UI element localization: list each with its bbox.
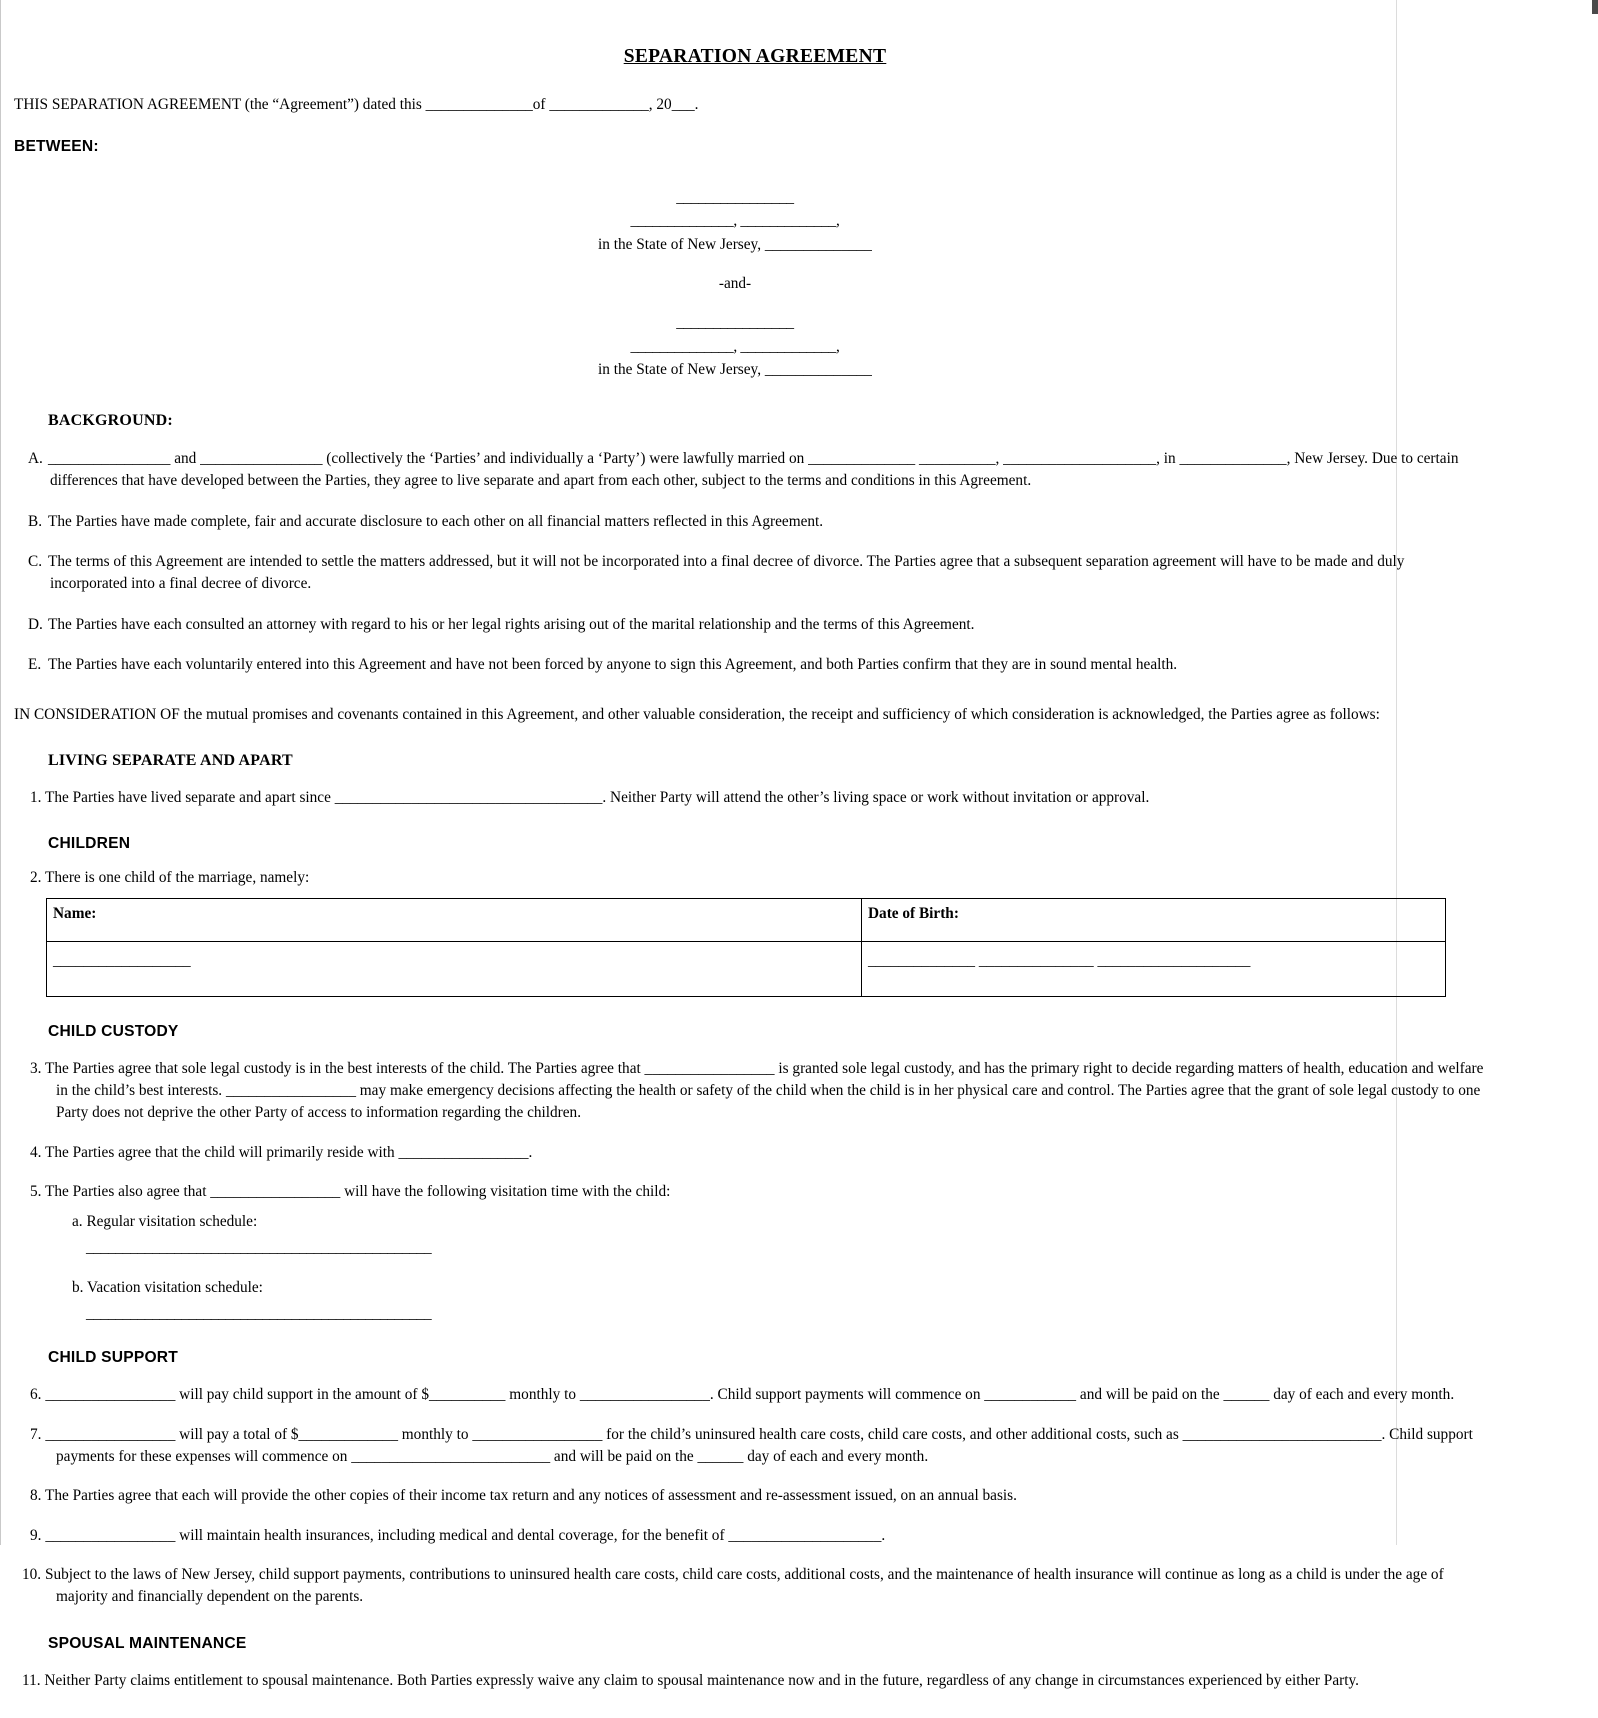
clause-11-text: Neither Party claims entitlement to spousal maintenance. Both Parties expressly waive any claim to spousal maintenance now and in the future, regardless of any change in circumstances experienced by either Party. (44, 1671, 1359, 1689)
clause-5-sub-b-label: b. Vacation visitation schedule: (72, 1279, 263, 1297)
clause-6-number: 6. (30, 1386, 42, 1404)
clause-10 (22, 1564, 1486, 1609)
section-heading-child-custody: CHILD CUSTODY (48, 1022, 179, 1040)
clause-7-number: 7. (30, 1425, 42, 1443)
clause-5-number: 5. (30, 1182, 42, 1200)
clause-4 (30, 1142, 1476, 1164)
party-one-address-line: ______________, _____________, (630, 212, 840, 230)
clause-10-number: 10. (22, 1565, 42, 1583)
table-cell-dob[interactable]: ______________ _______________ ____________________ (862, 941, 1446, 996)
background-item-e (28, 654, 1470, 676)
background-item-c (28, 551, 1470, 596)
clause-5-sub-b-fill-line[interactable]: _______________________________________________ (86, 1305, 432, 1323)
intro-paragraph: THIS SEPARATION AGREEMENT (the “Agreement”) dated this ______________of _____________, 20___. (14, 96, 699, 113)
clause-3-number: 3. (30, 1059, 42, 1077)
table-header-dob: Date of Birth: (862, 898, 1446, 941)
clause-1-number: 1. (30, 788, 42, 806)
background-item-a (28, 448, 1470, 493)
clause-9-number: 9. (30, 1526, 42, 1544)
clause-5-sub-a-fill-line[interactable]: _______________________________________________ (86, 1239, 432, 1257)
background-item-b (28, 511, 1470, 533)
clause-5-text: The Parties also agree that _________________ will have the following visitation time with the child: (45, 1182, 671, 1200)
party-one-name-line: ________________ (676, 188, 794, 206)
clause-10-text: Subject to the laws of New Jersey, child support payments, contributions to uninsured health care costs, child care costs, additional costs, and the maintenance of health insurance will continue as long as a child is under the age of majority and financially dependent on the parents. (44, 1565, 1444, 1606)
clause-1 (30, 787, 1476, 809)
clause-2-number: 2. (30, 869, 42, 887)
page-title-text: SEPARATION AGREEMENT (623, 46, 887, 67)
and-separator: -and- (718, 274, 752, 292)
background-item-d-letter: D. (28, 615, 43, 633)
party-two-address-line: ______________, _____________, (630, 337, 840, 355)
between-label: BETWEEN: (14, 137, 99, 155)
clause-1-text: The Parties have lived separate and apart since ___________________________________. Neither Party will attend the other’s living space or work without invitation or approval. (45, 788, 1150, 806)
clause-9-text: _________________ will maintain health insurances, including medical and dental coverage, for the benefit of ____________________. (45, 1526, 886, 1544)
clause-3-text: The Parties agree that sole legal custody is in the best interests of the child. The Parties agree that _________________ is granted sole legal custody, and has the primary right to decide regarding matters of health, education and welfare in the child’s best interests. _________________ may make emergency decisions affecting the health or safety of the child when the child is in her physical care and control. The Parties agree that the grant of sole legal custody to one Party does not deprive the other Party of access to information regarding the children. (45, 1059, 1484, 1122)
section-heading-living-separate: LIVING SEPARATE AND APART (48, 751, 293, 769)
background-item-d-text: The Parties have each consulted an attorney with regard to his or her legal rights arising out of the marital relationship and the terms of this Agreement. (48, 615, 975, 633)
table-header-name: Name: (47, 898, 862, 941)
party-one-state-line: in the State of New Jersey, ______________ (598, 236, 872, 254)
background-item-e-letter: E. (28, 655, 42, 673)
clause-7 (30, 1424, 1486, 1469)
party-one-block (0, 186, 1470, 257)
page-title (0, 46, 1470, 68)
clause-8-number: 8. (30, 1487, 42, 1505)
background-item-d (28, 614, 1470, 636)
clause-6-text: _________________ will pay child support in the amount of $__________ monthly to _________________. Child support payments will commence on ____________ and will be paid on the ______ day of each and every month. (45, 1386, 1455, 1404)
table-header-row (47, 898, 1446, 941)
clause-9 (30, 1525, 1476, 1547)
clause-7-text: _________________ will pay a total of $_____________ monthly to _________________ for the child’s uninsured health care costs, child care costs, and other additional costs, such as __________________________. Child support payments for these expenses will commence on __________________________ and will be paid on the ______ day of each and every month. (45, 1425, 1473, 1465)
clause-11-number: 11. (22, 1671, 41, 1689)
table-row (47, 941, 1446, 996)
clause-4-text: The Parties agree that the child will primarily reside with _________________. (45, 1143, 533, 1161)
scan-corner-mark (1592, 0, 1598, 14)
clause-5-sub-a-label: a. Regular visitation schedule: (72, 1213, 258, 1231)
party-two-block (0, 311, 1470, 382)
section-heading-child-support: CHILD SUPPORT (48, 1349, 178, 1367)
background-item-b-letter: B. (28, 512, 43, 530)
clause-8 (30, 1485, 1476, 1507)
background-item-a-letter: A. (28, 449, 43, 467)
background-item-b-text: The Parties have made complete, fair and accurate disclosure to each other on all financial matters reflected in this Agreement. (48, 512, 824, 530)
table-cell-name[interactable]: __________________ (47, 941, 862, 996)
background-heading: BACKGROUND: (48, 411, 173, 429)
background-item-a-text: ________________ and ________________ (collectively the ‘Parties’ and individually a ‘Party’) were lawfully married on ______________ __________, ____________________, in ______________, New Jersey. Due to certain differences that have developed between the Parties, they agree to live separate and apart from each other, subject to the terms and conditions in this Agreement. (48, 449, 1459, 490)
consideration-paragraph: IN CONSIDERATION OF the mutual promises and covenants contained in this Agreement, and other valuable consideration, the receipt and sufficiency of which consideration is acknowledged, the Parties agree as follows: (14, 706, 1380, 724)
clause-6 (30, 1384, 1486, 1406)
party-two-state-line: in the State of New Jersey, ______________ (598, 361, 872, 379)
children-table (46, 898, 1446, 997)
clause-3 (30, 1058, 1486, 1125)
background-item-e-text: The Parties have each voluntarily entered into this Agreement and have not been forced by anyone to sign this Agreement, and both Parties confirm that they are in sound mental health. (48, 655, 1178, 673)
clause-2-text: There is one child of the marriage, namely: (45, 869, 310, 887)
section-heading-children: CHILDREN (48, 835, 131, 853)
clause-2 (30, 867, 1476, 889)
background-item-c-letter: C. (28, 552, 43, 570)
clause-4-number: 4. (30, 1143, 42, 1161)
section-heading-spousal-maintenance: SPOUSAL MAINTENANCE (48, 1634, 247, 1652)
clause-11 (22, 1670, 1486, 1692)
background-item-c-text: The terms of this Agreement are intended to settle the matters addressed, but it will not be incorporated into a final decree of divorce. The Parties agree that a subsequent separation agreement will have to be made and duly incorporated into a final decree of divorce. (48, 552, 1405, 593)
clause-5 (30, 1181, 1476, 1203)
clause-8-text: The Parties agree that each will provide the other copies of their income tax return and any notices of assessment and re-assessment issued, on an annual basis. (45, 1487, 1017, 1505)
party-two-name-line: ________________ (676, 313, 794, 331)
